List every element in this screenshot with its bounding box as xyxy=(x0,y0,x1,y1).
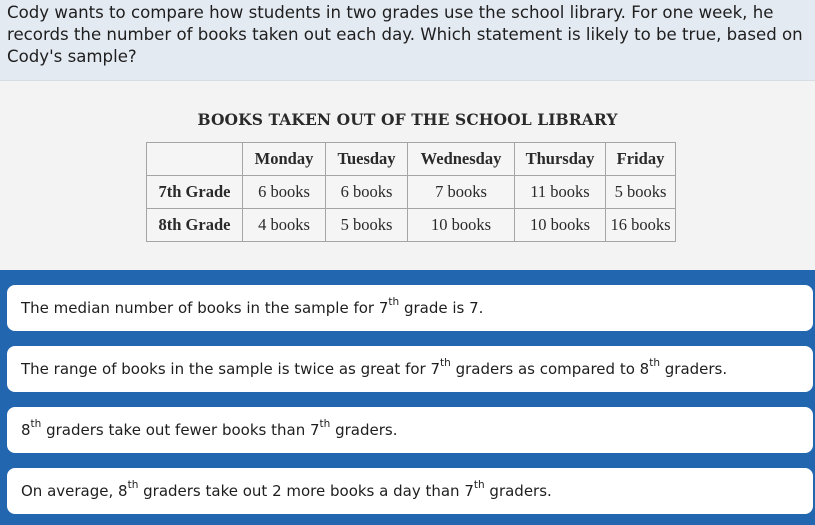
table-cell: 11 books xyxy=(515,176,606,209)
answer-choice-2[interactable] xyxy=(7,346,813,392)
column-header-thursday: Thursday xyxy=(515,143,606,176)
answer-choice-text: On average, 8th graders take out 2 more books a day than 7th graders. xyxy=(21,479,552,500)
column-header-tuesday: Tuesday xyxy=(326,143,408,176)
table-cell: 10 books xyxy=(515,209,606,242)
table-cell: 6 books xyxy=(326,176,408,209)
table-cell: 5 books xyxy=(606,176,676,209)
table-cell: 10 books xyxy=(408,209,515,242)
table-cell: 16 books xyxy=(606,209,676,242)
answer-choice-text: The range of books in the sample is twice as great for 7th graders as compared to 8th graders. xyxy=(21,357,728,378)
column-header-monday: Monday xyxy=(243,143,326,176)
column-header-friday: Friday xyxy=(606,143,676,176)
table-cell: 5 books xyxy=(326,209,408,242)
answer-choice-3[interactable] xyxy=(7,407,813,453)
answer-choice-text: 8th graders take out fewer books than 7th graders. xyxy=(21,418,398,439)
books-table xyxy=(146,142,676,242)
answer-choice-1[interactable] xyxy=(7,285,813,331)
table-cell: 4 books xyxy=(243,209,326,242)
table-corner-cell xyxy=(147,143,243,176)
question-text: Cody wants to compare how students in two grades use the school library. For one week, he records the number of books taken out each day. Which statement is likely to be true, based on Cody's sample? xyxy=(7,3,803,66)
answer-choice-text: The median number of books in the sample for 7th grade is 7. xyxy=(21,296,484,317)
row-header-8th-grade: 8th Grade xyxy=(147,209,243,242)
table-cell: 6 books xyxy=(243,176,326,209)
table-header-row xyxy=(147,143,676,176)
table-row xyxy=(147,176,676,209)
table-row xyxy=(147,209,676,242)
column-header-wednesday: Wednesday xyxy=(408,143,515,176)
answer-choice-4[interactable] xyxy=(7,468,813,514)
question-prompt xyxy=(0,0,815,80)
table-title: BOOKS TAKEN OUT OF THE SCHOOL LIBRARY xyxy=(197,110,618,129)
row-header-7th-grade: 7th Grade xyxy=(147,176,243,209)
table-panel xyxy=(0,80,815,270)
table-cell: 7 books xyxy=(408,176,515,209)
